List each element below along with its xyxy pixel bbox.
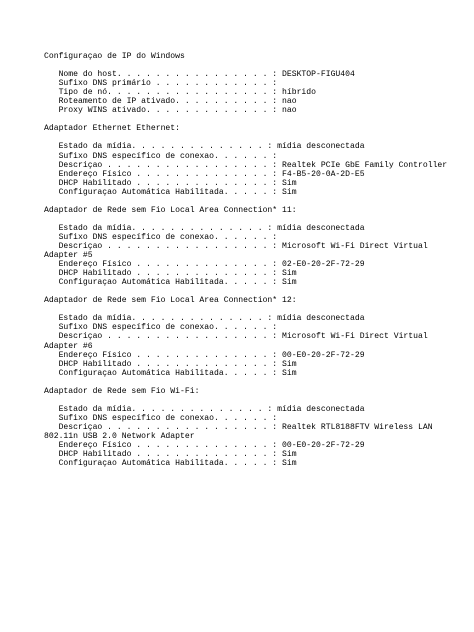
media-state-line: Estado da mídia. . . . . . . . . . . . . . : mídia desconectada xyxy=(44,142,365,152)
description-continuation-line: 802.11n USB 2.0 Network Adapter xyxy=(44,431,195,441)
ipconfig-output xyxy=(44,52,447,468)
autoconfig-enabled-line: Configuraçao Automática Habilitada. . . . . : Sim xyxy=(44,368,297,378)
description-continuation-line: Adapter #5 xyxy=(44,251,93,261)
connection-dns-suffix-line: Sufixo DNS específico de conexao. . . . . . : xyxy=(44,413,278,423)
dhcp-enabled-line: DHCP Habilitado . . . . . . . . . . . . . . : Sim xyxy=(44,450,297,460)
node-type-line: Tipo de nó. . . . . . . . . . . . . . . . . : híbrido xyxy=(44,88,316,98)
physical-address-line: Endereço Físico . . . . . . . . . . . . . . : 00-E0-20-2F-72-29 xyxy=(44,350,365,360)
description-line: Descriçao . . . . . . . . . . . . . . . . . : Microsoft Wi-Fi Direct Virtual xyxy=(44,332,428,342)
physical-address-line: Endereço Físico . . . . . . . . . . . . . . : 02-E0-20-2F-72-29 xyxy=(44,260,365,270)
wins-proxy-line: Proxy WINS ativado. . . . . . . . . . . . . : nao xyxy=(44,106,297,116)
dhcp-enabled-line: DHCP Habilitado . . . . . . . . . . . . . . : Sim xyxy=(44,178,297,188)
description-line: Descriçao . . . . . . . . . . . . . . . . . : Microsoft Wi-Fi Direct Virtual xyxy=(44,241,428,251)
blank-line xyxy=(44,197,447,206)
description-continuation-line: Adapter #6 xyxy=(44,341,93,351)
host-name-line: Nome do host. . . . . . . . . . . . . . . . : DESKTOP-FIGU404 xyxy=(44,70,355,80)
physical-address-line: Endereço Físico . . . . . . . . . . . . . . : 00-E0-20-2F-72-29 xyxy=(44,441,365,451)
adapter-heading: Adaptador de Rede sem Fio Wi-Fi: xyxy=(44,386,200,396)
autoconfig-enabled-line: Configuraçao Automática Habilitada. . . . . : Sim xyxy=(44,278,297,288)
blank-line xyxy=(44,287,447,296)
physical-address-line: Endereço Físico . . . . . . . . . . . . . . : F4-B5-20-0A-2D-E5 xyxy=(44,169,365,179)
description-line: Descriçao . . . . . . . . . . . . . . . . . : Realtek RTL8188FTV Wireless LAN xyxy=(44,422,433,432)
blank-line xyxy=(44,378,447,387)
document-title: Configuraçao de IP do Windows xyxy=(44,52,185,61)
dhcp-enabled-line: DHCP Habilitado . . . . . . . . . . . . . . : Sim xyxy=(44,269,297,279)
autoconfig-enabled-line: Configuraçao Automática Habilitada. . . . . : Sim xyxy=(44,459,297,469)
dhcp-enabled-line: DHCP Habilitado . . . . . . . . . . . . . . : Sim xyxy=(44,359,297,369)
blank-line xyxy=(44,305,447,314)
autoconfig-enabled-line: Configuraçao Automática Habilitada. . . . . : Sim xyxy=(44,187,297,197)
connection-dns-suffix-line: Sufixo DNS específico de conexao. . . . . . : xyxy=(44,323,278,333)
adapter-heading: Adaptador de Rede sem Fio Local Area Connection* 12: xyxy=(44,296,297,306)
connection-dns-suffix-line: Sufixo DNS específico de conexao. . . . . . : xyxy=(44,151,278,161)
adapter-heading: Adaptador de Rede sem Fio Local Area Connection* 11: xyxy=(44,205,297,215)
connection-dns-suffix-line: Sufixo DNS específico de conexao. . . . . . : xyxy=(44,232,278,242)
description-line: Descriçao . . . . . . . . . . . . . . . . . : Realtek PCIe GbE Family Controller xyxy=(44,160,448,170)
blank-line xyxy=(44,396,447,405)
primary-dns-suffix-line: Sufixo DNS primário . . . . . . . . . . . . : xyxy=(44,79,278,89)
ip-routing-line: Roteamento de IP ativado. . . . . . . . . . : nao xyxy=(44,97,297,107)
blank-line xyxy=(44,133,447,142)
blank-line xyxy=(44,115,447,124)
adapter-heading: Adaptador Ethernet Ethernet: xyxy=(44,124,180,134)
media-state-line: Estado da mídia. . . . . . . . . . . . . . : mídia desconectada xyxy=(44,314,365,324)
blank-line xyxy=(44,215,447,224)
blank-line xyxy=(44,61,447,70)
media-state-line: Estado da mídia. . . . . . . . . . . . . . : mídia desconectada xyxy=(44,223,365,233)
media-state-line: Estado da mídia. . . . . . . . . . . . . . : mídia desconectada xyxy=(44,404,365,414)
